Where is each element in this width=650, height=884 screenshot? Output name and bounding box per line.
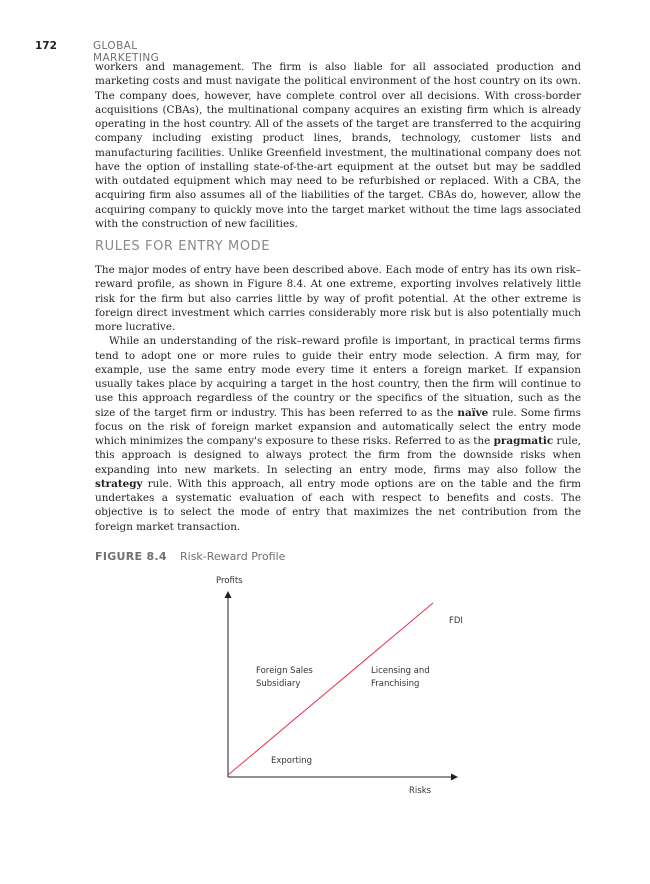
risk-reward-line bbox=[228, 603, 433, 775]
paragraph: The major modes of entry have been described above. Each mode of entry has its own risk–reward profile, as shown in Figure 8.4. At one extreme, exporting involves relatively little risk for the firm but also carries little by way of profit potential. At the other extreme is foreign direct investment which carries considerably more risk but is also potentially much more lucrative. bbox=[95, 264, 581, 333]
figure-title: Risk-Reward Profile bbox=[180, 550, 286, 563]
section-heading: RULES FOR ENTRY MODE bbox=[95, 239, 271, 254]
label-franchising: Franchising bbox=[371, 679, 420, 689]
paragraph: workers and management. The firm is also liable for all associated production and marketing costs and must navigate the political environment of the host country on its own. The company does, however, have complete control over all decisions. With cross-border acquisitions (CBAs), the multinational company acquires an existing firm which is already operating in the host country. All of the assets of the target are transferred to the acquiring company including existing product lines, brands, technology, customer lists and manufacturing facilities. Unlike Greenfield investment, the multinational company does not have the option of installing state-of-the-art equipment at the outset but may be saddled with outdated equipment which may need to be refurbished or replaced. With a CBA, the acquiring firm also assumes all of the liabilities of the target. CBAs do, however, allow the acquiring company to quickly move into the target market without the time lags associated with the construction of new facilities. bbox=[95, 61, 581, 230]
text-run: While an understanding of the risk–reward profile is important, in practical terms firms tend to adopt one or more rules to guide their entry mode selection. A firm may, for example, use the same entry mode every time it enters a foreign market. If expansion usually takes place by acquiring a target in the host country, then the firm will continue to use this approach regardless of the country or the specifics of the situation, such as the size of the target firm or industry. This has been referred to as the bbox=[95, 335, 581, 419]
label-fdi: FDI bbox=[449, 616, 463, 626]
paragraph bbox=[95, 334, 581, 534]
x-axis-label: Risks bbox=[409, 786, 432, 796]
bold-term: pragmatic bbox=[493, 435, 554, 447]
label-exporting: Exporting bbox=[271, 756, 312, 766]
bold-term: strategy bbox=[95, 477, 143, 490]
text-run: rule. With this approach, all entry mode options are on the table and the firm undertakes a systematic evaluation of each with respect to benefits and costs. The objective is to select the mode of entry that maximizes the net contribution from the foreign market transaction. bbox=[95, 477, 581, 533]
figure-number: FIGURE 8.4 bbox=[95, 550, 167, 563]
y-axis-label: Profits bbox=[216, 576, 243, 586]
text-run: rule, this approach is designed to always protect the firm from the downside risks when expanding into new markets. In selecting an entry mode, firms may also follow the bbox=[95, 435, 581, 476]
page-number: 172 bbox=[35, 40, 57, 52]
text-run: rule. Some firms focus on the risk of foreign market expansion and automatically select the entry mode which minimizes the company's exposure to these risks. Referred to as the bbox=[95, 406, 581, 447]
running-title: GLOBAL MARKETING bbox=[93, 40, 160, 64]
label-foreign-sales: Foreign Sales bbox=[256, 666, 313, 676]
bold-term: naïve bbox=[457, 406, 489, 419]
figure-caption bbox=[95, 550, 286, 563]
label-subsidiary: Subsidiary bbox=[256, 679, 301, 689]
label-licensing: Licensing and bbox=[371, 666, 430, 676]
risk-reward-diagram bbox=[195, 570, 475, 810]
body-paragraph-continued bbox=[95, 60, 581, 231]
section-body bbox=[95, 263, 581, 534]
